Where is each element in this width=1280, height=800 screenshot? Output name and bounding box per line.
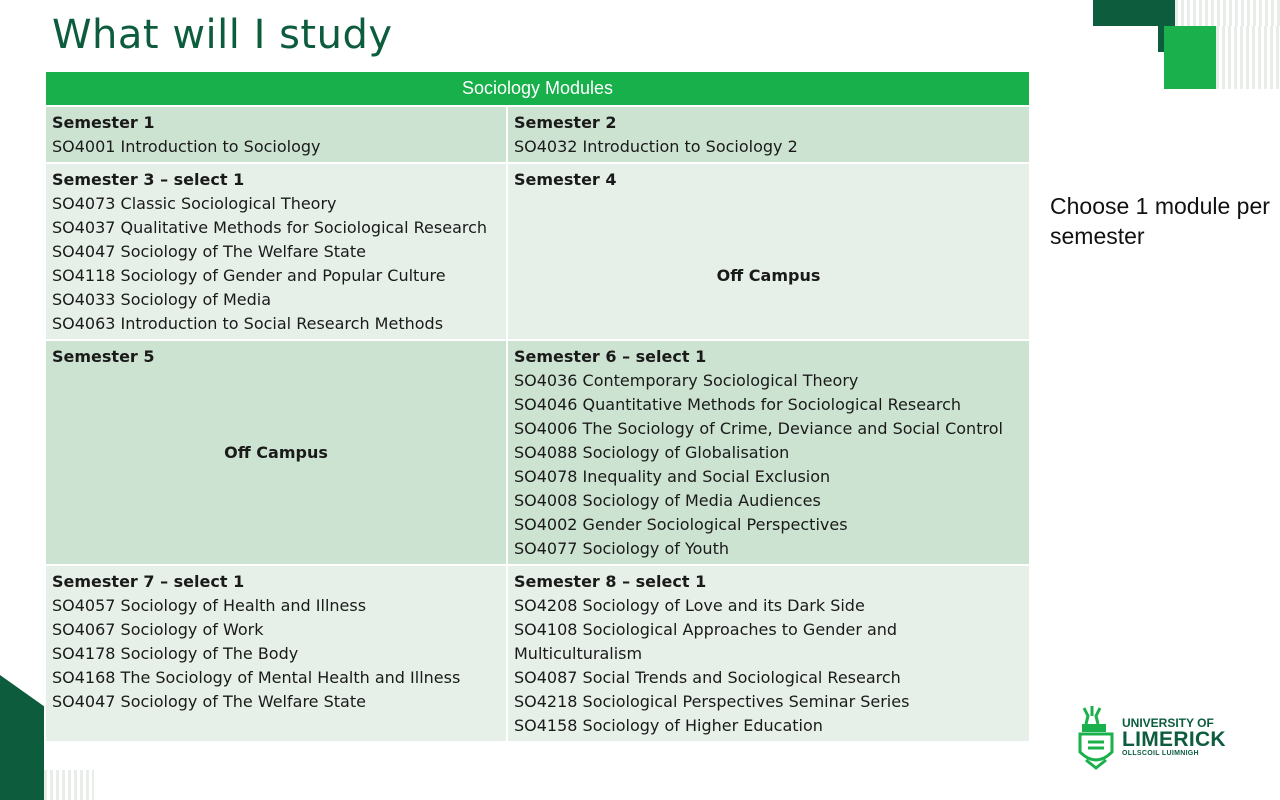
module-item: SO4218 Sociological Perspectives Seminar Series (514, 692, 910, 711)
semester-heading: Semester 5 (52, 347, 155, 366)
module-item: SO4158 Sociology of Higher Education (514, 716, 823, 735)
logo-line-1: UNIVERSITY OF (1122, 716, 1214, 730)
corner-decoration-light (1216, 26, 1280, 89)
table-row (45, 163, 1030, 340)
module-item: SO4067 Sociology of Work (52, 620, 264, 639)
table-row (45, 340, 1030, 565)
table-header: Sociology Modules (45, 71, 1030, 106)
semester-cell (45, 340, 507, 565)
corner-decoration-dark (1093, 0, 1176, 26)
module-item: SO4008 Sociology of Media Audiences (514, 491, 821, 510)
module-item: SO4077 Sociology of Youth (514, 539, 729, 558)
semester-heading: Semester 2 (514, 113, 617, 132)
semester-heading: Semester 7 – select 1 (52, 572, 245, 591)
corner-decoration-stripes (1175, 0, 1280, 26)
module-item: SO4036 Contemporary Sociological Theory (514, 371, 859, 390)
module-item: SO4037 Qualitative Methods for Sociological Research (52, 218, 488, 237)
semester-cell (507, 565, 1030, 742)
off-campus-label: Off Campus (224, 443, 328, 462)
module-item: SO4057 Sociology of Health and Illness (52, 596, 367, 615)
module-item: SO4208 Sociology of Love and its Dark Side (514, 596, 865, 615)
module-item: SO4088 Sociology of Globalisation (514, 443, 790, 462)
bottom-left-stripes (44, 770, 94, 800)
module-item: SO4108 Sociological Approaches to Gender and Multiculturalism (514, 620, 898, 663)
module-item: SO4002 Gender Sociological Perspectives (514, 515, 848, 534)
logo-wordmark (1122, 717, 1226, 757)
module-item: SO4087 Social Trends and Sociological Research (514, 668, 901, 687)
module-item: SO4047 Sociology of The Welfare State (52, 692, 366, 711)
logo-line-3: OLLSCOIL LUIMNIGH (1122, 750, 1199, 757)
university-logo (1076, 703, 1226, 771)
semester-cell (507, 340, 1030, 565)
module-item: SO4118 Sociology of Gender and Popular Culture (52, 266, 446, 285)
semester-heading: Semester 4 (514, 170, 617, 189)
semester-heading: Semester 8 – select 1 (514, 572, 707, 591)
module-item: SO4178 Sociology of The Body (52, 644, 299, 663)
module-item: SO4006 The Sociology of Crime, Deviance and Social Control (514, 419, 1003, 438)
logo-line-2: LIMERICK (1122, 728, 1226, 751)
module-item: SO4047 Sociology of The Welfare State (52, 242, 366, 261)
module-item: SO4046 Quantitative Methods for Sociological Research (514, 395, 961, 414)
semester-cell (45, 163, 507, 340)
side-note: Choose 1 module per semester (1050, 193, 1270, 249)
semester-heading: Semester 6 – select 1 (514, 347, 707, 366)
bottom-left-decoration (0, 675, 44, 800)
modules-table (44, 70, 1031, 743)
module-item: SO4168 The Sociology of Mental Health and Illness (52, 668, 461, 687)
page-title: What will I study (52, 12, 393, 58)
table-row (45, 106, 1030, 163)
semester-cell (45, 106, 507, 163)
module-item: SO4073 Classic Sociological Theory (52, 194, 337, 213)
module-item: SO4032 Introduction to Sociology 2 (514, 137, 798, 156)
module-item: SO4033 Sociology of Media (52, 290, 272, 309)
module-item: SO4001 Introduction to Sociology (52, 137, 321, 156)
module-item: SO4063 Introduction to Social Research Methods (52, 314, 444, 333)
corner-decoration-green (1164, 26, 1216, 89)
module-item: SO4078 Inequality and Social Exclusion (514, 467, 831, 486)
semester-cell (45, 565, 507, 742)
semester-heading: Semester 1 (52, 113, 155, 132)
stag-crest-icon (1076, 704, 1118, 770)
table-row (45, 565, 1030, 742)
semester-cell (507, 163, 1030, 340)
semester-heading: Semester 3 – select 1 (52, 170, 245, 189)
semester-cell (507, 106, 1030, 163)
off-campus-label: Off Campus (716, 266, 821, 285)
